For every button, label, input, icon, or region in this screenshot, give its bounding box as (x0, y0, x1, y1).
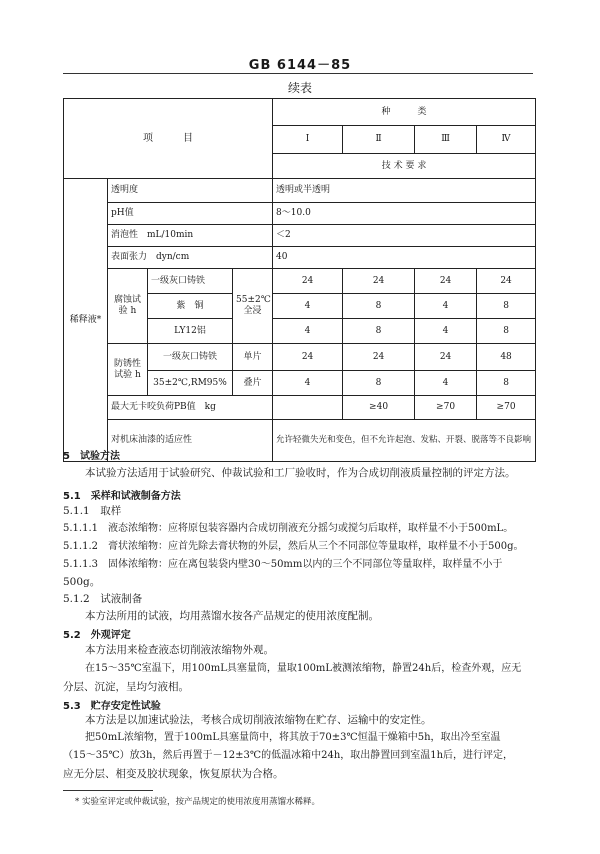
section-5-3-p4: 应无分层、相变及胶状现象，恢复原状为合格。 (63, 768, 284, 780)
row-label-transparency: 透明度 (108, 179, 273, 203)
row-label-tension: 表面张力 dyn/cm (108, 247, 273, 269)
rust-condition: 35±2℃,RM95% (148, 371, 233, 396)
section-5-1-1-2: 5.1.1.2 膏状浓缩物：应首先除去膏状物的外层，然后从三个不同部位等量取样，取样量不小于500g。 (63, 541, 524, 552)
section-5-2-p2: 在15～35℃室温下，用100mL具塞量筒，量取100mL被测浓缩物，静置24h后，检查外观，应无 (85, 663, 522, 674)
corrosion-2-t3: 4 (415, 294, 477, 319)
kind-header: 种 类 (273, 99, 536, 126)
paint-value: 允许轻微失光和变色，但不允许起泡、发粘、开裂、脱落等不良影响 (273, 420, 536, 462)
table-continued-label: 续表 (287, 81, 312, 95)
tech-req-header: 技 术 要 求 (273, 154, 536, 179)
rust-2-t1: 4 (273, 371, 343, 396)
corrosion-3-t1: 4 (273, 319, 343, 344)
corrosion-2-t2: 8 (343, 294, 415, 319)
defoam-value: ＜2 (273, 225, 536, 247)
item-header: 项 目 (64, 99, 273, 179)
rust-2-t2: 8 (343, 371, 415, 396)
section-5-2-p3: 分层、沉淀，呈均匀液相。 (63, 681, 189, 693)
type-2-header: Ⅱ (343, 126, 415, 154)
standard-code-header: GB 6144－85 (248, 58, 352, 73)
corrosion-condition: 55±2℃全浸 (233, 269, 273, 344)
corrosion-1-t2: 24 (343, 269, 415, 294)
section-5-2-heading: 5.2 外观评定 (63, 630, 131, 641)
section-5-1-1-heading: 5.1.1 取样 (63, 505, 122, 517)
type-4-header: Ⅳ (477, 126, 536, 154)
rust-item-2: 叠片 (233, 371, 273, 396)
corrosion-item-2: 紫 铜 (148, 294, 233, 319)
corrosion-item-1: 一级灰口铸铁 (148, 269, 233, 294)
section-5-3-heading: 5.3 贮存安定性试验 (63, 701, 161, 712)
section-5-3-p1: 本方法是以加速试验法，考核合成切削液浓缩物在贮存、运输中的安定性。 (85, 714, 432, 726)
corrosion-1-t4: 24 (477, 269, 536, 294)
ph-value: 8～10.0 (273, 203, 536, 225)
rust-2-t4: 8 (477, 371, 536, 396)
section-5-1-2-heading: 5.1.2 试液制备 (63, 593, 143, 605)
corrosion-2-t4: 8 (477, 294, 536, 319)
section-5-1-1-3: 5.1.1.3 固体浓缩物：应在离包装袋内壁30～50mm以内的三个不同部位等量取样，取样量不小于 (63, 559, 503, 570)
rust-label: 防锈性试验 h (108, 344, 148, 396)
footnote: * 实验室评定或仲裁试验，按产品规定的使用浓度用蒸馏水稀释。 (75, 797, 320, 807)
dilute-label: 稀释液* (64, 179, 108, 462)
corrosion-item-3: LY12铝 (148, 319, 233, 344)
rust-1-t2: 24 (343, 344, 415, 371)
section-5-heading: 5 试验方法 (63, 451, 120, 462)
rust-2-t3: 4 (415, 371, 477, 396)
header-rule (63, 73, 533, 74)
section-5-paragraph: 本试验方法适用于试验研究、仲裁试验和工厂验收时，作为合成切削液质量控制的评定方法。 (85, 467, 516, 479)
rust-1-t4: 48 (477, 344, 536, 371)
pb-t1 (273, 396, 343, 420)
type-3-header: Ⅲ (415, 126, 477, 154)
row-label-pb: 最大无卡咬负荷PB值 kg (108, 396, 273, 420)
section-5-1-heading: 5.1 采样和试液制备方法 (63, 491, 181, 502)
spec-table (63, 98, 536, 462)
rust-item-1: 单片 (233, 344, 273, 371)
type-1-header: Ⅰ (273, 126, 343, 154)
pb-t3: ≥70 (415, 396, 477, 420)
transparency-value: 透明或半透明 (273, 179, 536, 203)
section-5-1-1-1: 5.1.1.1 液态浓缩物：应将原包装容器内合成切削液充分摇匀或搅匀后取样，取样量不小于500mL。 (63, 523, 514, 534)
rust-material: 一级灰口铸铁 (148, 344, 233, 371)
corrosion-3-t2: 8 (343, 319, 415, 344)
rust-1-t3: 24 (415, 344, 477, 371)
row-label-defoam: 消泡性 mL/10min (108, 225, 273, 247)
section-5-3-p3: （15～35℃）放3h，然后再置于－12±3℃的低温冰箱中24h，取出静置回到室温1h后，进行评定， (63, 750, 514, 761)
corrosion-1-t3: 24 (415, 269, 477, 294)
corrosion-2-t1: 4 (273, 294, 343, 319)
section-5-1-1-3-cont: 500g。 (63, 576, 101, 588)
section-5-3-p2: 把50mL浓缩物，置于100mL具塞量筒中，将其放于70±3℃恒温干燥箱中5h，取出冷至室温 (85, 732, 501, 743)
section-5-2-p1: 本方法用来检查液态切削液浓缩物外观。 (85, 644, 274, 656)
footnote-rule (63, 790, 153, 791)
section-5-1-2-paragraph: 本方法所用的试液，均用蒸馏水按各产品规定的使用浓度配制。 (85, 610, 379, 622)
row-label-paint: 对机床油漆的适应性 (108, 420, 273, 462)
pb-t2: ≥40 (343, 396, 415, 420)
rust-1-t1: 24 (273, 344, 343, 371)
pb-t4: ≥70 (477, 396, 536, 420)
tension-value: 40 (273, 247, 536, 269)
corrosion-3-t3: 4 (415, 319, 477, 344)
row-label-ph: pH值 (108, 203, 273, 225)
corrosion-3-t4: 8 (477, 319, 536, 344)
corrosion-label: 腐蚀试验 h (108, 269, 148, 344)
corrosion-1-t1: 24 (273, 269, 343, 294)
